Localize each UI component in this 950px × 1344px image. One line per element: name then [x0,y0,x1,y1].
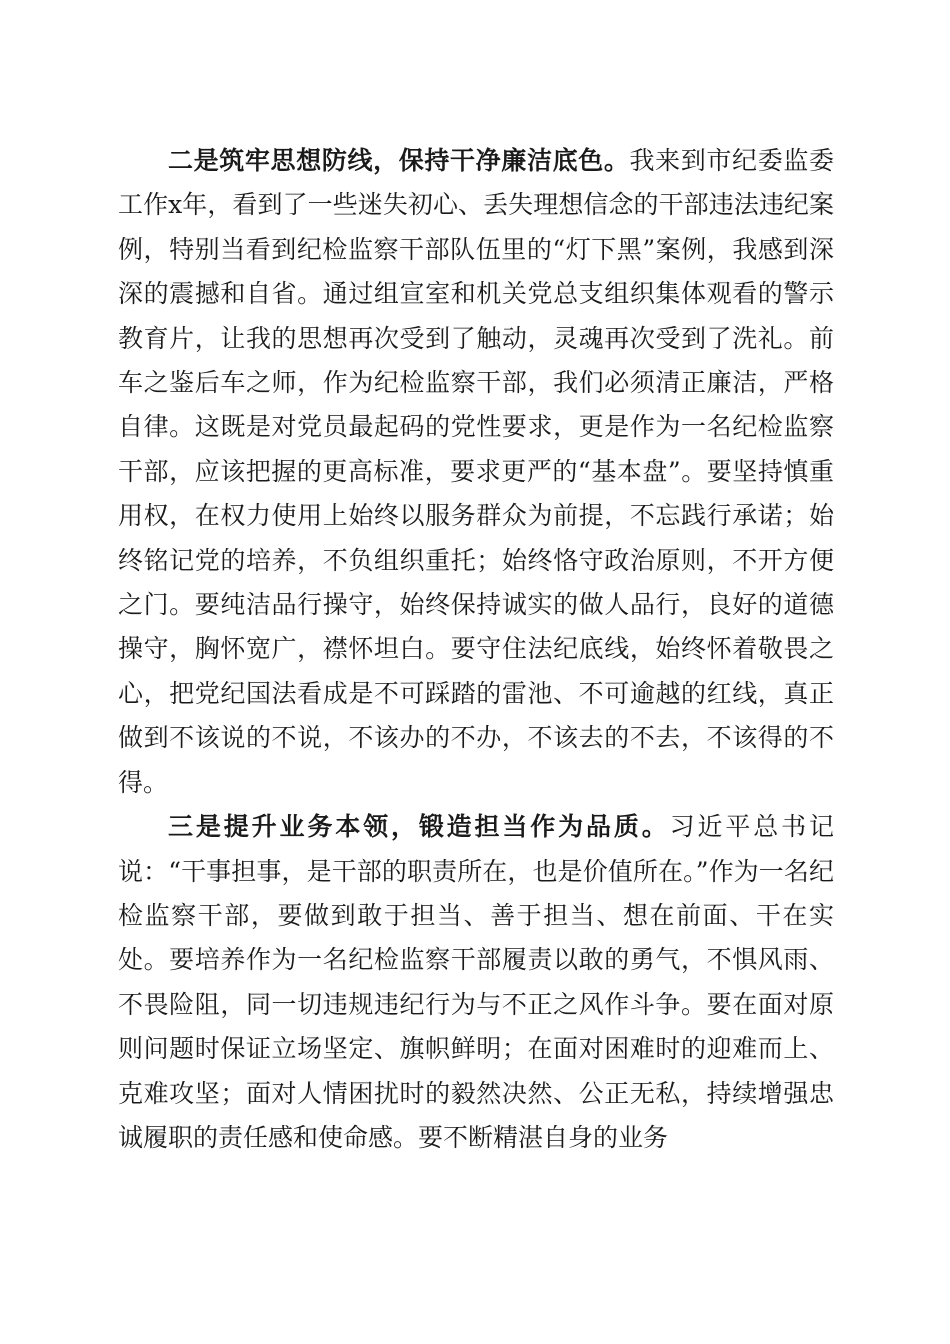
paragraph-2 [118,139,834,805]
paragraph-text: 习近平总书记说：“干事担事，是干部的职责所在，也是价值所在。”作为一名纪检监察干部，要做到敢于担当、善于担当、想在前面、干在实处。要培养作为一名纪检监察干部履责以敢的勇气，不惧风雨、不畏险阻，同一切违规违纪行为与不正之风作斗争。要在面对原则问题时保证立场坚定、旗帜鲜明；在面对困难时的迎难而上、克难攻坚；面对人情困扰时的毅然决然、公正无私，持续增强忠诚履职的责任感和使命感。要不断精湛自身的业务 [118,812,834,1152]
paragraph-text: 我来到市纪委监委工作x年，看到了一些迷失初心、丢失理想信念的干部违法违纪案例，特别当看到纪检监察干部队伍里的“灯下黑”案例，我感到深深的震撼和自省。通过组宣室和机关党总支组织集体观看的警示教育片，让我的思想再次受到了触动，灵魂再次受到了洗礼。前车之鉴后车之师，作为纪检监察干部，我们必须清正廉洁，严格自律。这既是对党员最起码的党性要求，更是作为一名纪检监察干部，应该把握的更高标准，要求更严的“基本盘”。要坚持慎重用权，在权力使用上始终以服务群众为前提，不忘践行承诺；始终铭记党的培养，不负组织重托；始终恪守政治原则，不开方便之门。要纯洁品行操守，始终保持诚实的做人品行，良好的道德操守，胸怀宽广，襟怀坦白。要守住法纪底线，始终怀着敬畏之心，把党纪国法看成是不可踩踏的雷池、不可逾越的红线，真正做到不该说的不说，不该办的不办，不该去的不去，不该得的不得。 [118,146,834,797]
document-body [118,139,834,1160]
paragraph-heading: 二是筑牢思想防线，保持干净廉洁底色。 [168,146,630,175]
paragraph-3 [118,805,834,1160]
paragraph-heading: 三是提升业务本领，锻造担当作为品质。 [168,812,670,842]
